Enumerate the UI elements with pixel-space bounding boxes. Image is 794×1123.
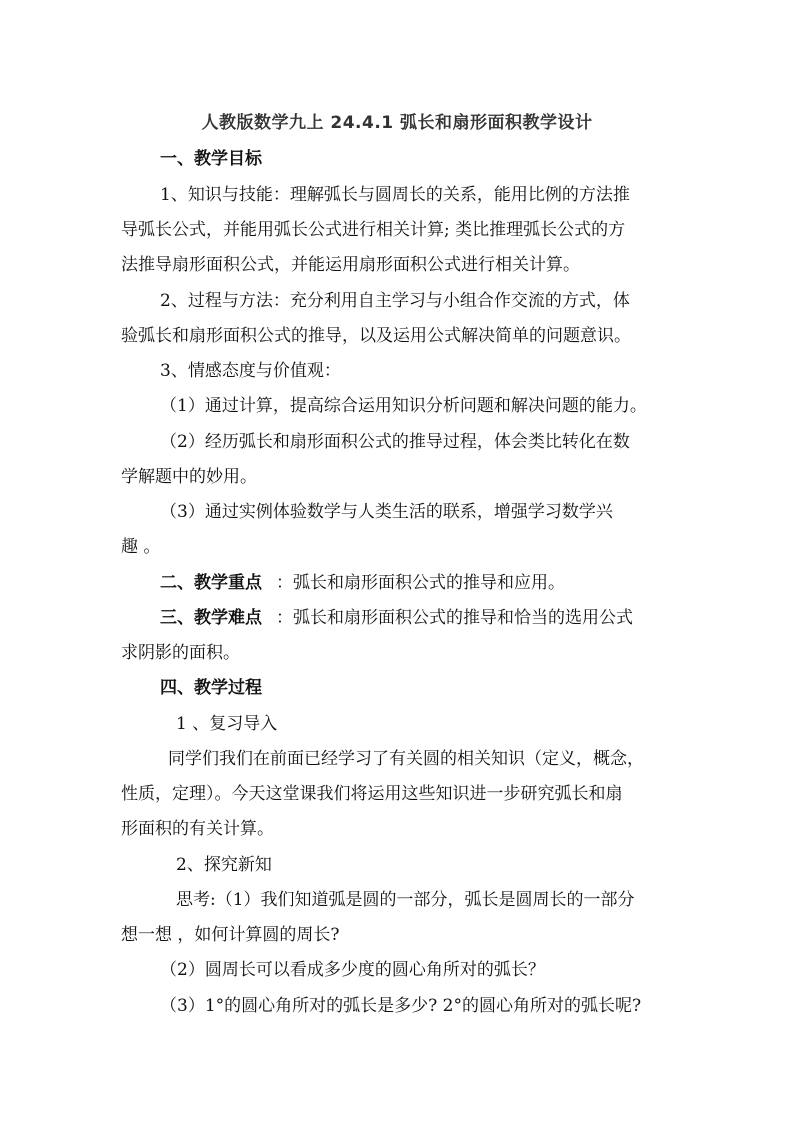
paragraph-line: （2）经历弧长和扇形面积公式的推导过程，体会类比转化在数 (160, 432, 630, 452)
paragraph-line: 形面积的有关计算。 (121, 819, 274, 839)
paragraph-line: 3、情感态度与价值观： (160, 361, 341, 381)
paragraph-line: （1）通过计算，提高综合运用知识分析问题和解决问题的能力。 (160, 396, 647, 416)
paragraph-line: （2）圆周长可以看成多少度的圆心角所对的弧长？ (160, 960, 545, 980)
paragraph-line: 2、过程与方法：充分利用自主学习与小组合作交流的方式，体 (160, 291, 630, 311)
paragraph-line: 学解题中的妙用。 (121, 467, 257, 487)
paragraph-line: 思考:（1）我们知道弧是圆的一部分，弧长是圆周长的一部分 (176, 890, 635, 910)
paragraph-line: 验弧长和扇形面积公式的推导，以及运用公式解决简单的问题意识。 (121, 326, 631, 346)
section-heading-difficulties: 三、教学难点 (160, 608, 262, 628)
paragraph-line: 1、知识与技能：理解弧长与圆周长的关系，能用比例的方法推 (160, 185, 630, 205)
paragraph-line: 想一想 ，如何计算圆的周长? (121, 925, 340, 945)
subheading: 2、探究新知 (176, 855, 272, 875)
paragraph-line: 导弧长公式，并能用弧长公式进行相关计算; 类比推理弧长公式的方 (121, 220, 626, 240)
section-heading-process: 四、教学过程 (160, 678, 262, 698)
paragraph-line: （3）通过实例体验数学与人类生活的联系，增强学习数学兴 (160, 502, 613, 522)
paragraph-line: 趣 。 (121, 537, 161, 557)
section-heading-objectives: 一、教学目标 (160, 149, 262, 169)
paragraph-line: ：弧长和扇形面积公式的推导和恰当的选用公式 (276, 608, 633, 628)
paragraph-line: 同学们我们在前面已经学习了有关圆的相关知识（定义，概念， (168, 749, 644, 769)
subheading: 1 、复习导入 (176, 714, 278, 734)
paragraph-line: ：弧长和扇形面积公式的推导和应用。 (276, 573, 565, 593)
paragraph-line: （3）1°的圆心角所对的弧长是多少? 2°的圆心角所对的弧长呢? (160, 996, 642, 1016)
section-heading-key-points: 二、教学重点 (160, 573, 262, 593)
paragraph-line: 求阴影的面积。 (121, 643, 240, 663)
paragraph-line: 性质，定理）。今天这堂课我们将运用这些知识进一步研究弧长和扇 (121, 784, 623, 804)
page-title: 人教版数学九上 24.4.1 弧长和扇形面积教学设计 (201, 113, 593, 133)
paragraph-line: 法推导扇形面积公式，并能运用扇形面积公式进行相关计算。 (121, 255, 580, 275)
